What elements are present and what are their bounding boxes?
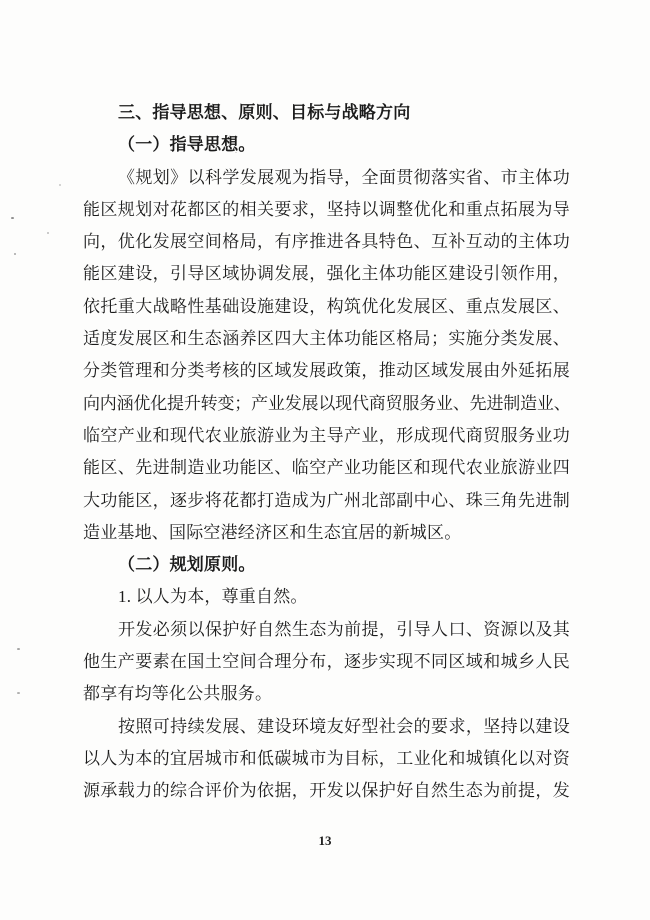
- text-line: 造业基地、国际空港经济区和生态宜居的新城区。: [83, 522, 462, 542]
- page-number: 13: [318, 833, 332, 848]
- scan-speck: [17, 692, 20, 694]
- text-line: 都享有均等化公共服务。: [83, 684, 273, 704]
- text-line: 适度发展区和生态涵养区四大主体功能区格局；实施分类发展、: [83, 329, 570, 349]
- text-line: 按照可持续发展、建设环境友好型社会的要求，坚持以建设: [118, 716, 570, 736]
- text-line: 《规划》以科学发展观为指导，全面贯彻落实省、市主体功: [118, 167, 570, 187]
- text-line: 能区规划对花都区的相关要求，坚持以调整优化和重点拓展为导: [83, 199, 570, 219]
- page-body: [83, 97, 570, 808]
- text-line: 开发必须以保护好自然生态为前提，引导人口、资源以及其: [118, 619, 570, 639]
- scan-speck: [11, 217, 14, 219]
- text-line: 源承载力的综合评价为依据，开发以保护好自然生态为前提，发: [83, 781, 570, 801]
- text-line: 能区建设，引导区域协调发展，强化主体功能区建设引领作用，: [83, 264, 570, 284]
- scan-speck: [14, 253, 16, 255]
- text-line: 依托重大战略性基础设施建设，构筑优化发展区、重点发展区、: [83, 296, 570, 316]
- text-line: 以人为本的宜居城市和低碳城市为目标，工业化和城镇化以对资: [83, 748, 570, 768]
- section-heading: 三、指导思想、原则、目标与战略方向: [118, 103, 411, 122]
- scan-speck: [17, 648, 20, 650]
- scan-speck: [59, 184, 61, 186]
- principle-item-title: 1. 以人为本，尊重自然。: [118, 587, 308, 607]
- subsection-title-2: （二）规划原则。: [118, 555, 256, 575]
- scan-speck: [47, 232, 49, 234]
- text-line: 向内涵优化提升转变；产业发展以现代商贸服务业、先进制造业、: [83, 393, 570, 413]
- text-line: 大功能区，逐步将花都打造成为广州北部副中心、珠三角先进制: [83, 490, 570, 510]
- text-line: 分类管理和分类考核的区域发展政策，推动区域发展由外延拓展: [83, 361, 570, 381]
- text-line: 他生产要素在国土空间合理分布，逐步实现不同区域和城乡人民: [83, 652, 570, 672]
- text-line: 向，优化发展空间格局，有序推进各具特色、互补互动的主体功: [83, 232, 570, 252]
- text-line: 能区、先进制造业功能区、临空产业功能区和现代农业旅游业四: [83, 458, 570, 478]
- subsection-title-1: （一）指导思想。: [118, 135, 256, 155]
- text-line: 临空产业和现代农业旅游业为主导产业，形成现代商贸服务业功: [83, 425, 570, 445]
